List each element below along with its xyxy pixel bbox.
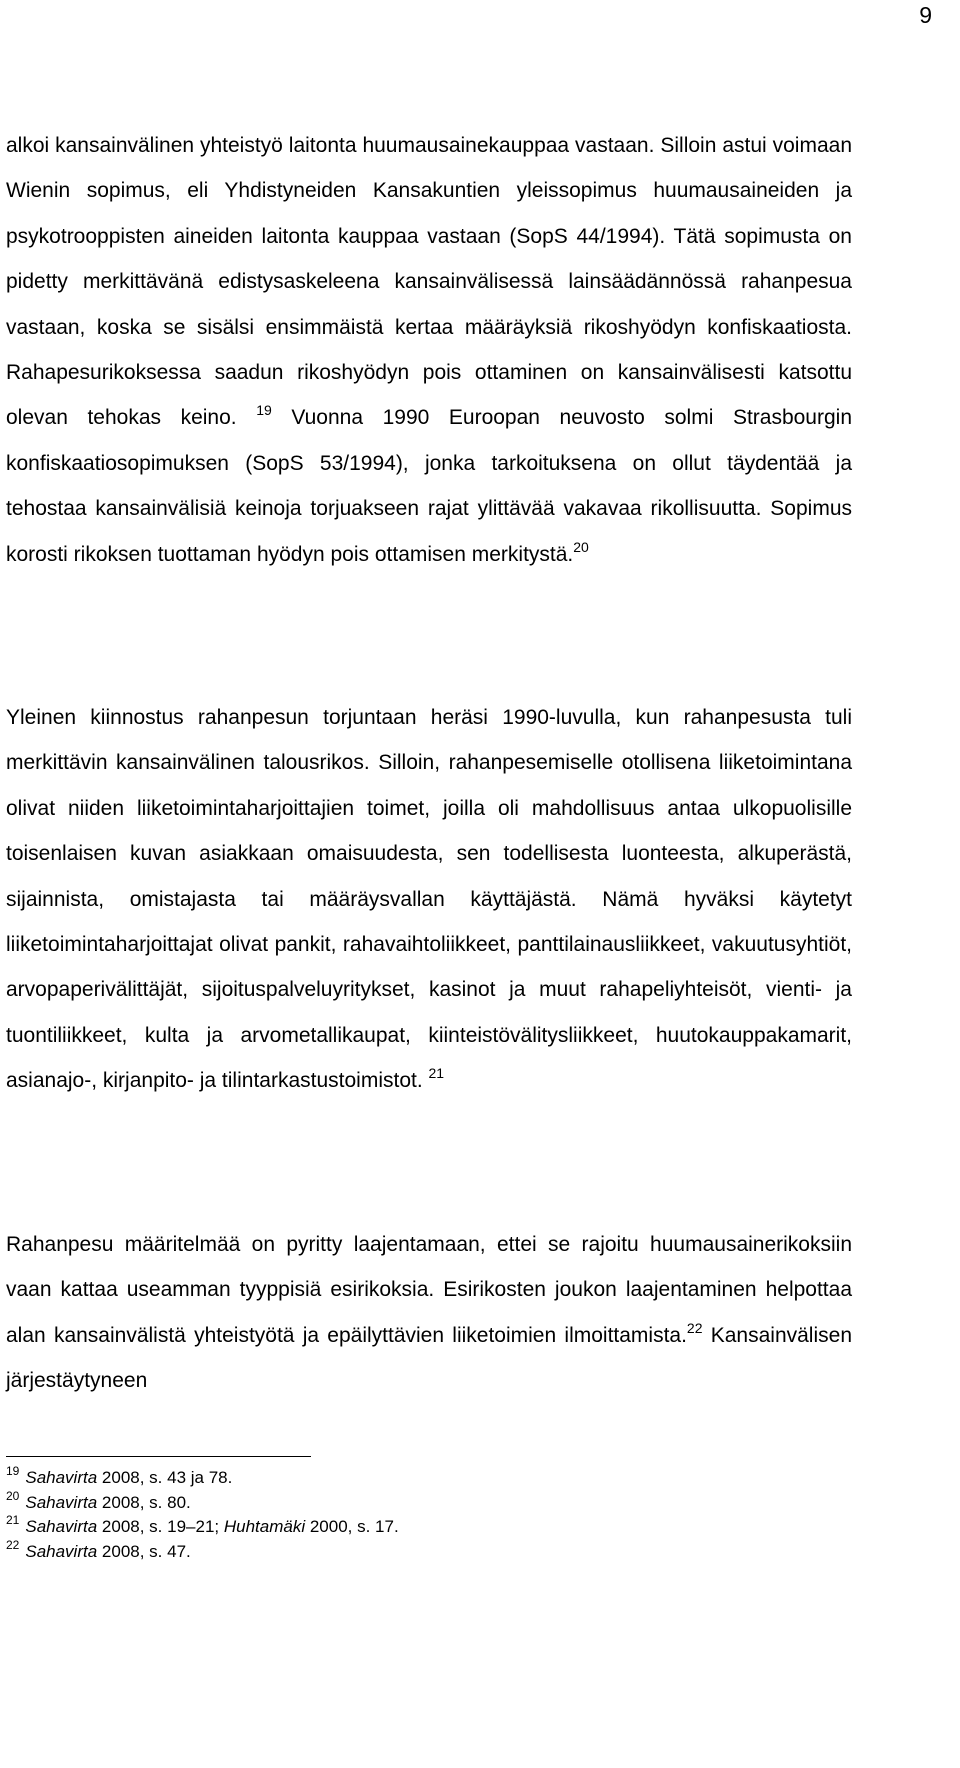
footnote-text: 2008, s. 47.	[97, 1541, 191, 1561]
body-paragraph	[6, 123, 852, 577]
footnote-number: 21	[6, 1513, 20, 1527]
footnote-separator	[6, 1456, 311, 1457]
paragraph-text: Kansainvälisen järjestäytyneen	[6, 1323, 852, 1393]
footnote-number: 20	[6, 1488, 20, 1503]
footnote-text: 2008, s. 80.	[97, 1492, 191, 1512]
paragraph-text: alkoi kansainvälinen yhteistyö laitonta huumausainekauppaa vastaan. Silloin astui voimaan Wienin sopimus, eli Yhdistyneiden Kansakuntien yleissopimus huumausaineiden ja psykotrooppisten aineiden laitonta kauppaa vastaan (SopS 44/1994). Tätä sopimusta on pidetty merkittävänä edistysaskeleena kansainvälisessä lainsäädännössä rahanpesua vastaan, koska se sisälsi ensimmäistä kertaa määräyksiä rikoshyödyn konfiskaatiosta. Rahapesurikoksessa saadun rikoshyödyn pois ottaminen on kansainvälisesti katsottu olevan tehokas keino.	[6, 134, 852, 430]
footnote-item	[6, 1537, 852, 1565]
footnote-number: 19	[6, 1464, 20, 1478]
page-number: 9	[919, 2, 932, 28]
footnote-reference[interactable]: 22	[686, 1319, 703, 1336]
footnote-text: 2000, s. 17.	[305, 1517, 399, 1536]
paragraph-text: Yleinen kiinnostus rahanpesun torjuntaan heräsi 1990-luvulla, kun rahanpesusta tuli merkittävin kansainvälinen talousrikos. Silloin, rahanpesemiselle otollisena liiketoimintana olivat niiden liiketoimintaharjoittajien toimet, joilla oli mahdollisuus antaa ulkopuolisille toisenlaisen kuvan asiakkaan omaisuudesta, sen todellisesta luonteesta, alkuperästä, sijainnista, omistajasta tai määräysvallan käyttäjästä. Nämä hyväksi käytetyt liiketoimintaharjoittajat olivat pankit, rahavaihtoliikkeet, panttilainausliikkeet, vakuutusyhtiöt, arvopaperivälittäjät, sijoituspalveluyritykset, kasinot ja muut rahapeliyhteisöt, vienti- ja tuontiliikkeet, kulta ja arvometallikaupat, kiinteistövälitysliikkeet, huutokauppakamarit, asianajo-, kirjanpito- ja tilintarkastustoimistot.	[6, 706, 852, 1093]
footnote-reference[interactable]: 21	[428, 1065, 445, 1082]
footnote-author: Sahavirta	[25, 1492, 98, 1512]
footnote-reference[interactable]: 20	[573, 538, 589, 555]
footnote-author: Huhtamäki	[223, 1517, 306, 1536]
footnote-author: Sahavirta	[25, 1517, 98, 1536]
paragraph-text: Vuonna 1990 Euroopan neuvosto solmi Strasbourgin konfiskaatiosopimuksen (SopS 53/1994), jonka tarkoituksena on ollut täydentää ja tehostaa kansainvälisiä keinoja torjuakseen rajat ylittävää vakavaa rikollisuutta. Sopimus korosti rikoksen tuottaman hyödyn pois ottamisen merkitystä.	[6, 406, 853, 566]
footnote-number: 22	[6, 1537, 20, 1552]
paragraph-text: Rahanpesu määritelmää on pyritty laajentamaan, ettei se rajoitu huumausainerikoksiin vaan kattaa useamman tyyppisiä esirikoksia. Esirikosten joukon laajentaminen helpottaa alan kansainvälistä yhteistyötä ja epäilyttävien liiketoimien ilmoittamista.	[6, 1233, 852, 1347]
footnote-text: 2008, s. 19–21;	[97, 1517, 224, 1536]
footnote-item	[6, 1466, 852, 1491]
footnote-author: Sahavirta	[25, 1541, 98, 1561]
footnote-item	[6, 1488, 852, 1516]
footnote-author: Sahavirta	[25, 1468, 98, 1487]
footnote-item	[6, 1515, 852, 1540]
body-paragraph	[6, 695, 852, 1104]
footnote-list	[6, 1466, 852, 1564]
footnote-reference[interactable]: 19	[256, 402, 272, 419]
body-paragraph	[6, 1222, 852, 1404]
footnote-text: 2008, s. 43 ja 78.	[97, 1468, 233, 1487]
